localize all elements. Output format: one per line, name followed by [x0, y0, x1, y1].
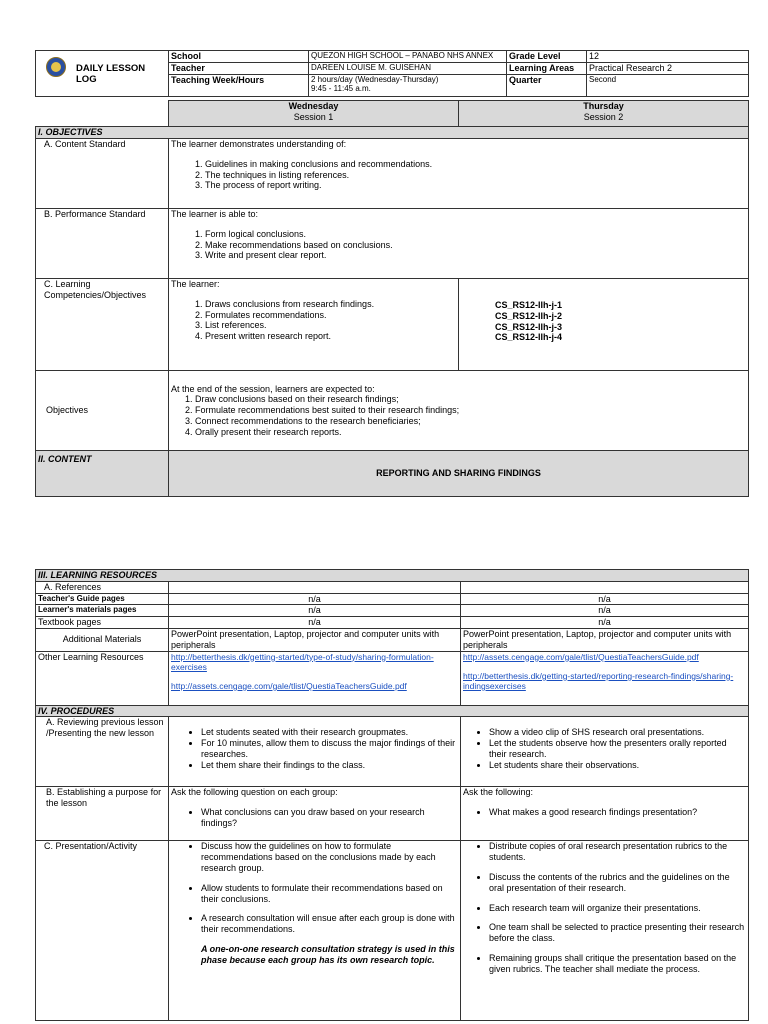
list-item: 2. Formulates recommendations. — [205, 310, 456, 321]
objectives-intro: At the end of the session, learners are expected to: — [171, 383, 375, 394]
area-label: Learning Areas — [507, 62, 587, 74]
other-resources-label: Other Learning Resources — [36, 651, 169, 705]
procedure-c-list-2 — [463, 841, 746, 974]
list-item: 3. The process of report writing. — [205, 180, 746, 191]
grade-label: Grade Level — [507, 51, 587, 63]
blank-cell — [36, 101, 169, 127]
tg-value-2: n/a — [461, 593, 749, 605]
list-item: • For 10 minutes, allow them to discuss the major findings of their researches. — [201, 738, 458, 760]
procedure-a-list-2 — [463, 727, 746, 770]
logo-label: DAILY LESSON LOG — [76, 63, 146, 86]
list-item: 4. Orally present their research reports. — [195, 427, 746, 438]
day2-header — [459, 101, 749, 127]
content-standard-label: A. Content Standard — [36, 139, 169, 209]
list-item: 1. Draw conclusions based on their research findings; — [195, 394, 746, 405]
lm-value-2: n/a — [461, 605, 749, 617]
day2-session: Session 2 — [583, 111, 624, 122]
procedure-b-intro-2: Ask the following: — [463, 787, 534, 798]
competencies-list — [171, 299, 456, 342]
competencies-cell — [169, 279, 459, 371]
lm-label: Learner's materials pages — [36, 605, 169, 617]
quarter-value: Second — [587, 74, 749, 96]
list-item: • Discuss the contents of the rubrics and the guidelines on the oral presentation of their research. — [489, 872, 746, 894]
performance-standard-intro: The learner is able to: — [171, 209, 259, 219]
lesson-log-top-table — [35, 50, 749, 97]
procedure-b-list-2 — [463, 807, 746, 818]
empty-cell — [169, 581, 461, 593]
content-heading: II. CONTENT — [36, 451, 169, 497]
resource-link[interactable]: http://betterthesis.dk/getting-started/reporting-research-findings/sharing-indingsexercises — [463, 670, 734, 691]
tg-value-1: n/a — [169, 593, 461, 605]
objectives-label: Objectives — [36, 371, 169, 451]
resources-heading: III. LEARNING RESOURCES — [36, 570, 749, 582]
procedure-b-cell-1 — [169, 787, 461, 841]
week-value — [309, 74, 507, 96]
school-value: QUEZON HIGH SCHOOL – PANABO NHS ANNEX — [309, 51, 507, 63]
competency-code: CS_RS12-IIh-j-2 — [495, 310, 563, 321]
objectives-cell — [169, 371, 749, 451]
procedure-c-cell-1 — [169, 841, 461, 1021]
objectives-list — [171, 394, 746, 437]
competency-code: CS_RS12-IIh-j-4 — [495, 332, 563, 343]
procedure-b-list-1 — [171, 807, 458, 829]
day1-header — [169, 101, 459, 127]
list-item: 3. Write and present clear report. — [205, 250, 746, 261]
references-label: A. References — [36, 581, 169, 593]
competencies-label: C. Learning Competencies/Objectives — [36, 279, 169, 371]
list-item: • Let them share their findings to the class. — [201, 760, 458, 771]
list-item: • Discuss how the guidelines on how to formulate recommendations based on the conclusions made by each research group. — [201, 841, 458, 873]
procedure-c-list-1 — [171, 841, 458, 935]
procedure-c-note: A one-on-one research consultation strategy is used in this phase because each group has its own research topic. — [201, 943, 455, 965]
lm-value-1: n/a — [169, 605, 461, 617]
procedures-heading: IV. PROCEDURES — [36, 705, 749, 717]
list-item: • One team shall be selected to practice presenting their research before the class. — [489, 922, 746, 944]
additional-value-1: PowerPoint presentation, Laptop, projector and computer units with peripherals — [169, 628, 461, 651]
tb-value-2: n/a — [461, 617, 749, 629]
list-item: • Let students share their observations. — [489, 760, 746, 771]
list-item: • Each research team will organize their presentations. — [489, 903, 746, 914]
area-value: Practical Research 2 — [587, 62, 749, 74]
list-item: • Distribute copies of oral research presentation rubrics to the students. — [489, 841, 746, 863]
objectives-heading: I. OBJECTIVES — [36, 127, 749, 139]
list-item: • Remaining groups shall critique the presentation based on the given rubrics. The teacher shall mediate the process. — [489, 953, 746, 975]
procedure-a-cell-1 — [169, 717, 461, 787]
procedure-a-label: A. Reviewing previous lesson /Presenting the new lesson — [36, 717, 169, 787]
list-item: 1. Guidelines in making conclusions and recommendations. — [205, 159, 746, 170]
procedure-c-label: C. Presentation/Activity — [36, 841, 169, 1021]
content-title: REPORTING AND SHARING FINDINGS — [169, 451, 749, 497]
list-item: • Show a video clip of SHS research oral presentations. — [489, 727, 746, 738]
lesson-log-bottom-table — [35, 569, 749, 1021]
resource-link[interactable]: http://assets.cengage.com/gale/tlist/QuestiaTeachersGuide.pdf — [463, 651, 699, 662]
day2-name: Thursday — [583, 101, 624, 111]
resource-link[interactable]: http://assets.cengage.com/gale/tlist/QuestiaTeachersGuide.pdf — [171, 680, 407, 691]
list-item: • What conclusions can you draw based on your research findings? — [201, 807, 458, 829]
content-standard-cell — [169, 139, 749, 209]
week-days: 2 hours/day (Wednesday-Thursday) — [311, 74, 439, 84]
procedure-c-cell-2 — [461, 841, 749, 1021]
tb-value-1: n/a — [169, 617, 461, 629]
competency-code: CS_RS12-IIh-j-1 — [495, 300, 563, 310]
school-label: School — [169, 51, 309, 63]
additional-label: Additional Materials — [36, 628, 169, 651]
list-item: • What makes a good research findings presentation? — [489, 807, 746, 818]
week-label: Teaching Week/Hours — [169, 74, 309, 96]
list-item: 2. Make recommendations based on conclusions. — [205, 240, 746, 251]
list-item: • A research consultation will ensue after each group is done with their recommendations. — [201, 913, 458, 935]
list-item: 2. The techniques in listing references. — [205, 170, 746, 181]
list-item: • Allow students to formulate their recommendations based on their conclusions. — [201, 883, 458, 905]
resource-link[interactable]: http://betterthesis.dk/getting-started/type-of-study/sharing-formulation-exercises — [171, 651, 434, 672]
list-item: • Let students seated with their research groupmates. — [201, 727, 458, 738]
week-hours: 9:45 - 11:45 a.m. — [311, 84, 371, 94]
list-item: 1. Form logical conclusions. — [205, 229, 746, 240]
teacher-label: Teacher — [169, 62, 309, 74]
list-item: • Let the students observe how the presenters orally reported their research. — [489, 738, 746, 760]
day1-name: Wednesday — [288, 101, 339, 111]
content-standard-list — [171, 159, 746, 191]
procedure-b-cell-2 — [461, 787, 749, 841]
list-item: 3. Connect recommendations to the research beneficiaries; — [195, 416, 746, 427]
quarter-label: Quarter — [507, 74, 587, 96]
list-item: 1. Draws conclusions from research findings. — [205, 299, 456, 310]
day1-session: Session 1 — [293, 111, 334, 122]
content-standard-intro: The learner demonstrates understanding of: — [171, 139, 347, 149]
competency-codes-cell — [459, 279, 749, 371]
procedure-a-cell-2 — [461, 717, 749, 787]
other-resources-cell-1 — [169, 651, 461, 705]
list-item: 3. List references. — [205, 320, 456, 331]
performance-standard-cell — [169, 209, 749, 279]
procedure-b-label: B. Establishing a purpose for the lesson — [36, 787, 169, 841]
grade-value: 12 — [587, 51, 749, 63]
deped-seal-icon — [46, 57, 66, 77]
tg-label: Teacher's Guide pages — [36, 593, 169, 605]
lesson-log-objectives-table — [35, 100, 749, 497]
empty-cell — [461, 581, 749, 593]
competencies-intro: The learner: — [171, 279, 220, 289]
teacher-value: DAREEN LOUISE M. GUISEHAN — [309, 62, 507, 74]
performance-standard-label: B. Performance Standard — [36, 209, 169, 279]
procedure-a-list-1 — [171, 727, 458, 770]
performance-standard-list — [171, 229, 746, 261]
logo-cell — [36, 51, 169, 97]
list-item: 2. Formulate recommendations best suited to their research findings; — [195, 405, 746, 416]
procedure-b-intro-1: Ask the following question on each group: — [171, 787, 338, 798]
competency-code: CS_RS12-IIh-j-3 — [495, 321, 563, 332]
tb-label: Textbook pages — [36, 617, 169, 629]
other-resources-cell-2 — [461, 651, 749, 705]
list-item: 4. Present written research report. — [205, 331, 456, 342]
additional-value-2: PowerPoint presentation, Laptop, projector and computer units with peripherals — [461, 628, 749, 651]
